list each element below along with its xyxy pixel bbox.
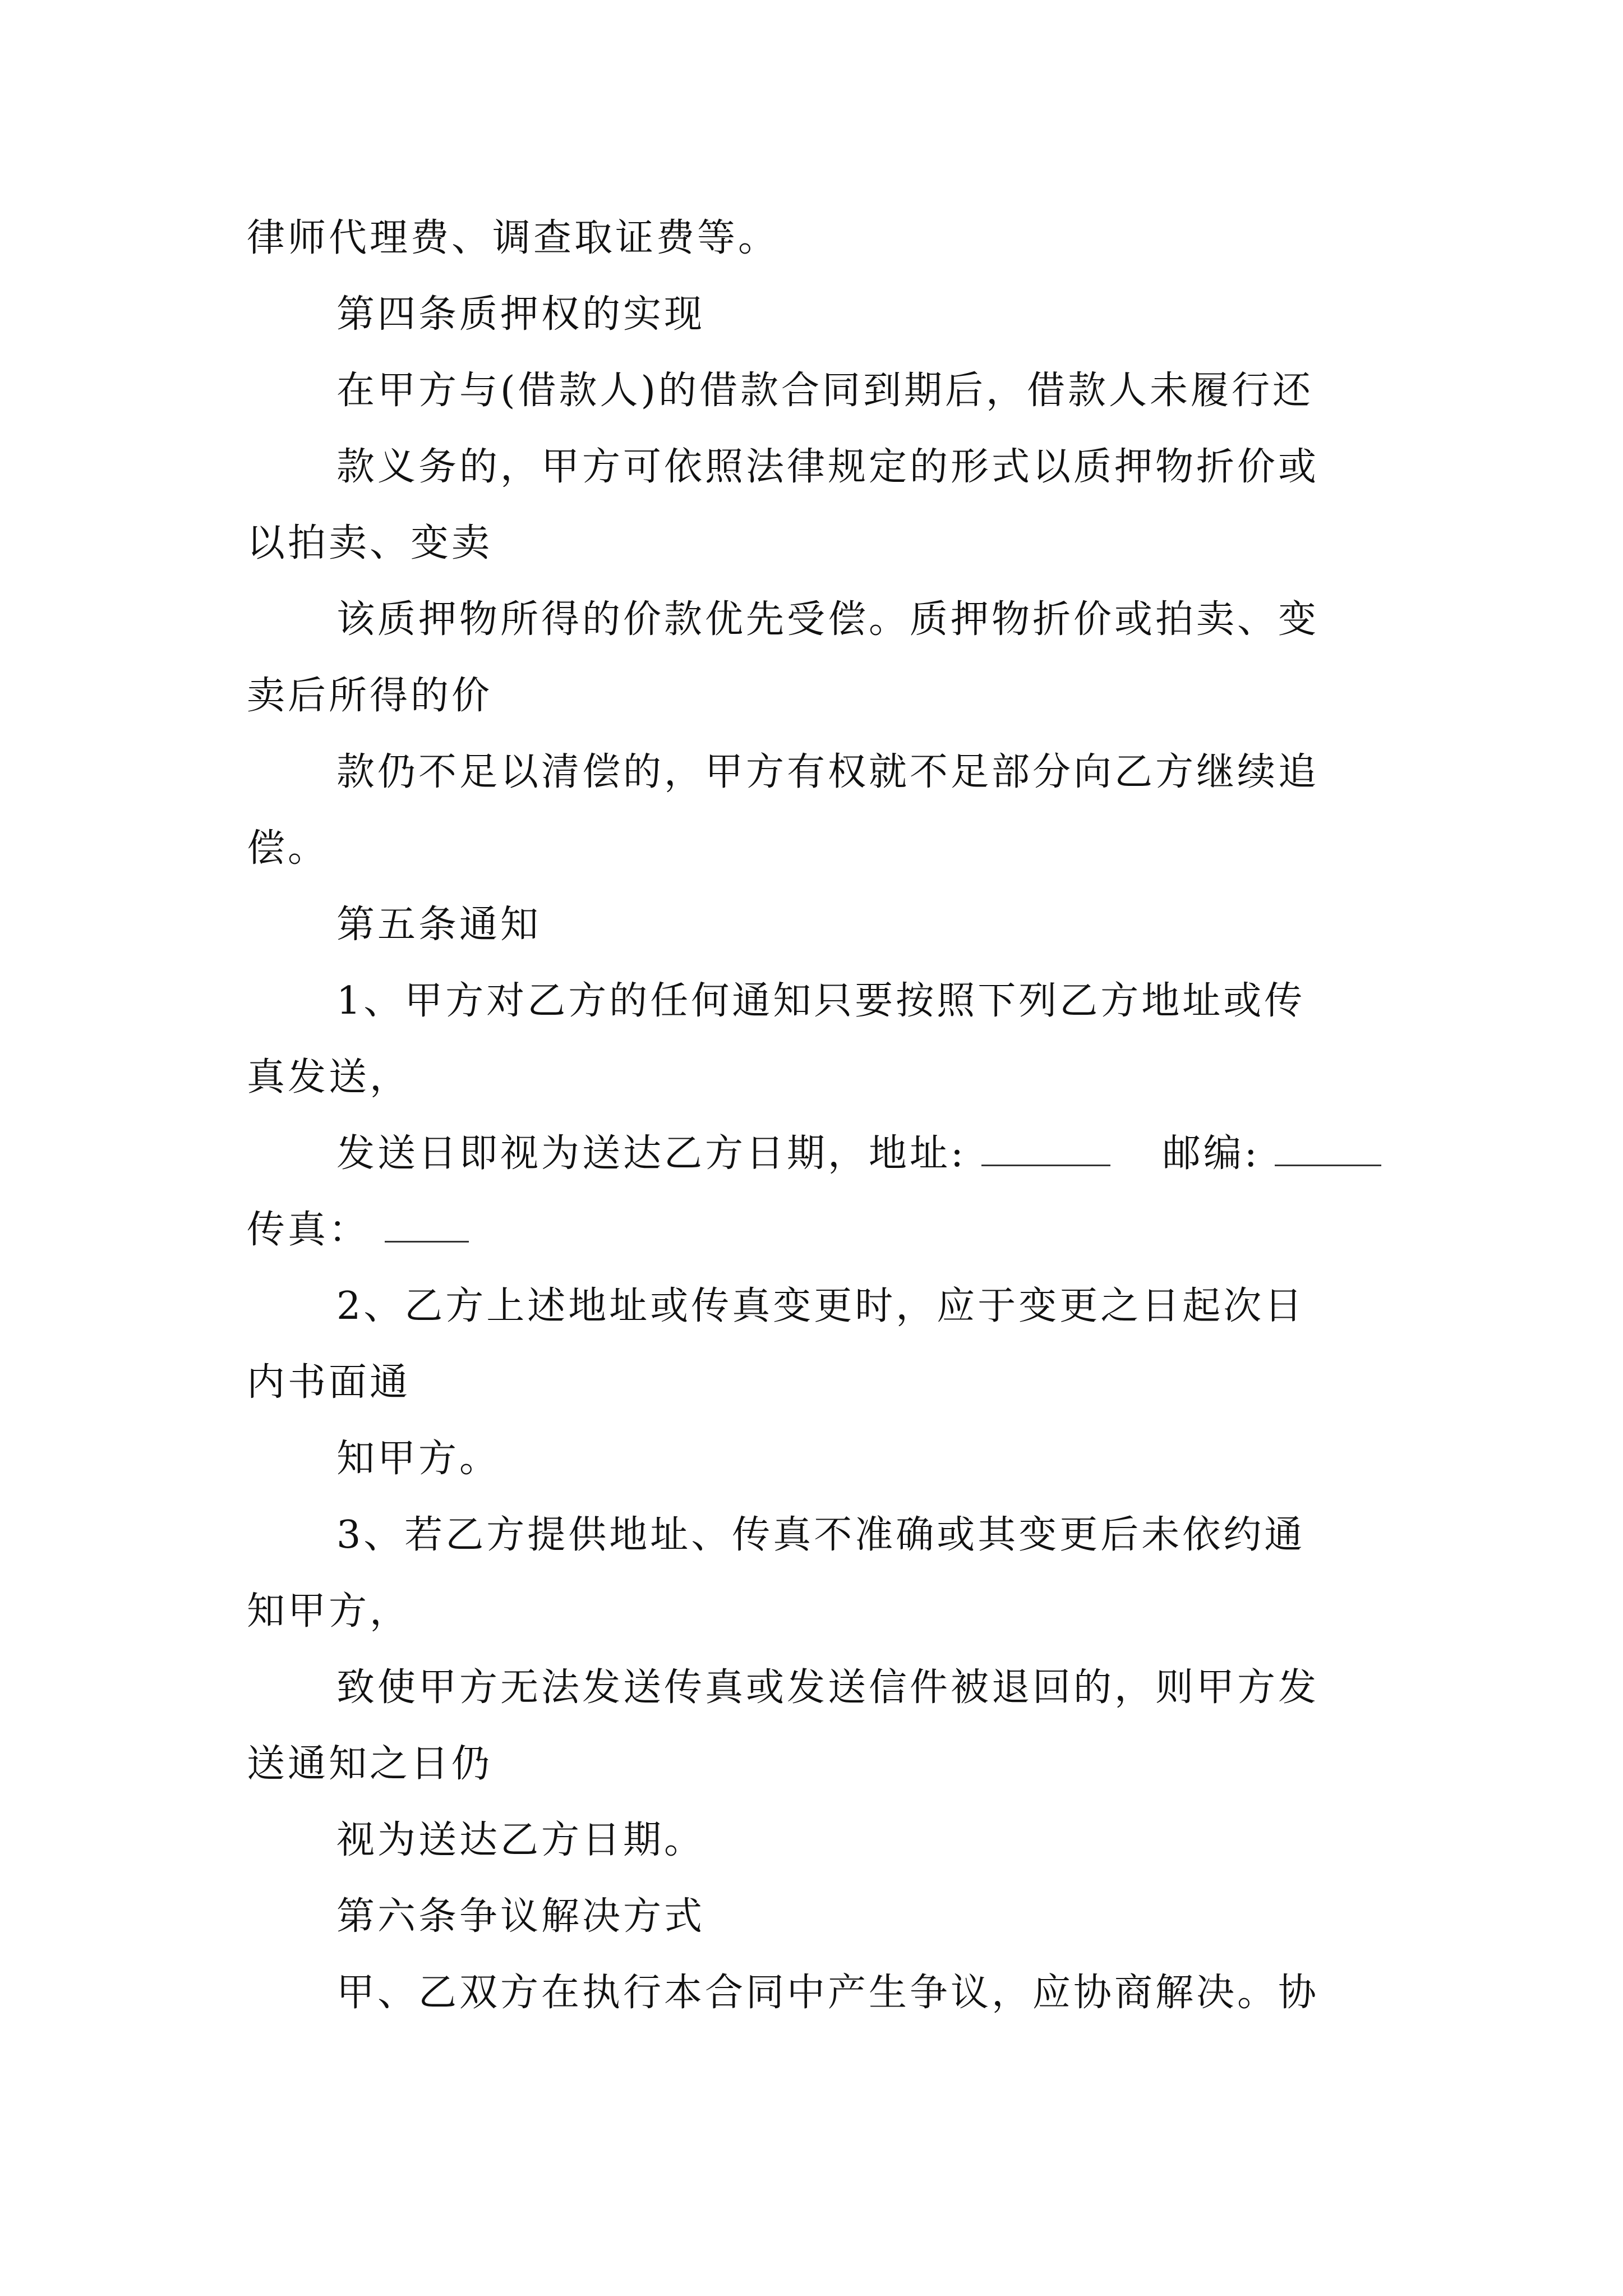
fax-line bbox=[247, 1205, 469, 1255]
paragraph-line: 款义务的，甲方可依照法律规定的形式以质押物折价或 bbox=[336, 445, 1320, 489]
paragraph-line: 该质押物所得的价款优先受偿。质押物折价或拍卖、变 bbox=[336, 597, 1320, 642]
paragraph-line: 真发送， bbox=[247, 1055, 411, 1099]
paragraph-line: 内书面通 bbox=[247, 1360, 411, 1405]
paragraph-line: 3、若乙方提供地址、传真不准确或其变更后未依约通 bbox=[336, 1513, 1306, 1557]
paragraph-line: 知甲方。 bbox=[336, 1437, 501, 1481]
paragraph-line: 律师代理费、调查取证费等。 bbox=[247, 216, 780, 260]
paragraph-line: 在甲方与(借款人)的借款合同到期后，借款人未履行还 bbox=[336, 369, 1314, 413]
paragraph-line: 偿。 bbox=[247, 826, 329, 871]
paragraph-line: 致使甲方无法发送传真或发送信件被退回的，则甲方发 bbox=[336, 1665, 1320, 1710]
section-heading: 第五条通知 bbox=[336, 903, 542, 947]
paragraph-line: 以拍卖、变卖 bbox=[247, 521, 493, 565]
postcode-label: 邮编: bbox=[1162, 1131, 1260, 1176]
section-heading: 第六条争议解决方式 bbox=[336, 1894, 706, 1939]
paragraph-line: 知甲方， bbox=[247, 1589, 411, 1634]
fax-blank bbox=[385, 1206, 469, 1243]
address-line bbox=[336, 1129, 1381, 1179]
paragraph-line: 视为送达乙方日期。 bbox=[336, 1818, 706, 1862]
paragraph-line: 2、乙方上述地址或传真变更时，应于变更之日起次日 bbox=[336, 1284, 1306, 1328]
fax-label: 传真： bbox=[247, 1208, 370, 1252]
address-label: 发送日即视为送达乙方日期，地址: bbox=[336, 1131, 966, 1176]
postcode-blank bbox=[1275, 1130, 1381, 1166]
paragraph-line: 甲、乙双方在执行本合同中产生争议，应协商解决。协 bbox=[336, 1971, 1320, 2015]
section-heading: 第四条质押权的实现 bbox=[336, 292, 706, 337]
paragraph-line: 卖后所得的价 bbox=[247, 674, 493, 718]
paragraph-line: 款仍不足以清偿的，甲方有权就不足部分向乙方继续追 bbox=[336, 750, 1320, 794]
paragraph-line: 1、甲方对乙方的任何通知只要按照下列乙方地址或传 bbox=[336, 979, 1306, 1023]
address-blank bbox=[981, 1130, 1110, 1166]
paragraph-line: 送通知之日仍 bbox=[247, 1742, 493, 1786]
